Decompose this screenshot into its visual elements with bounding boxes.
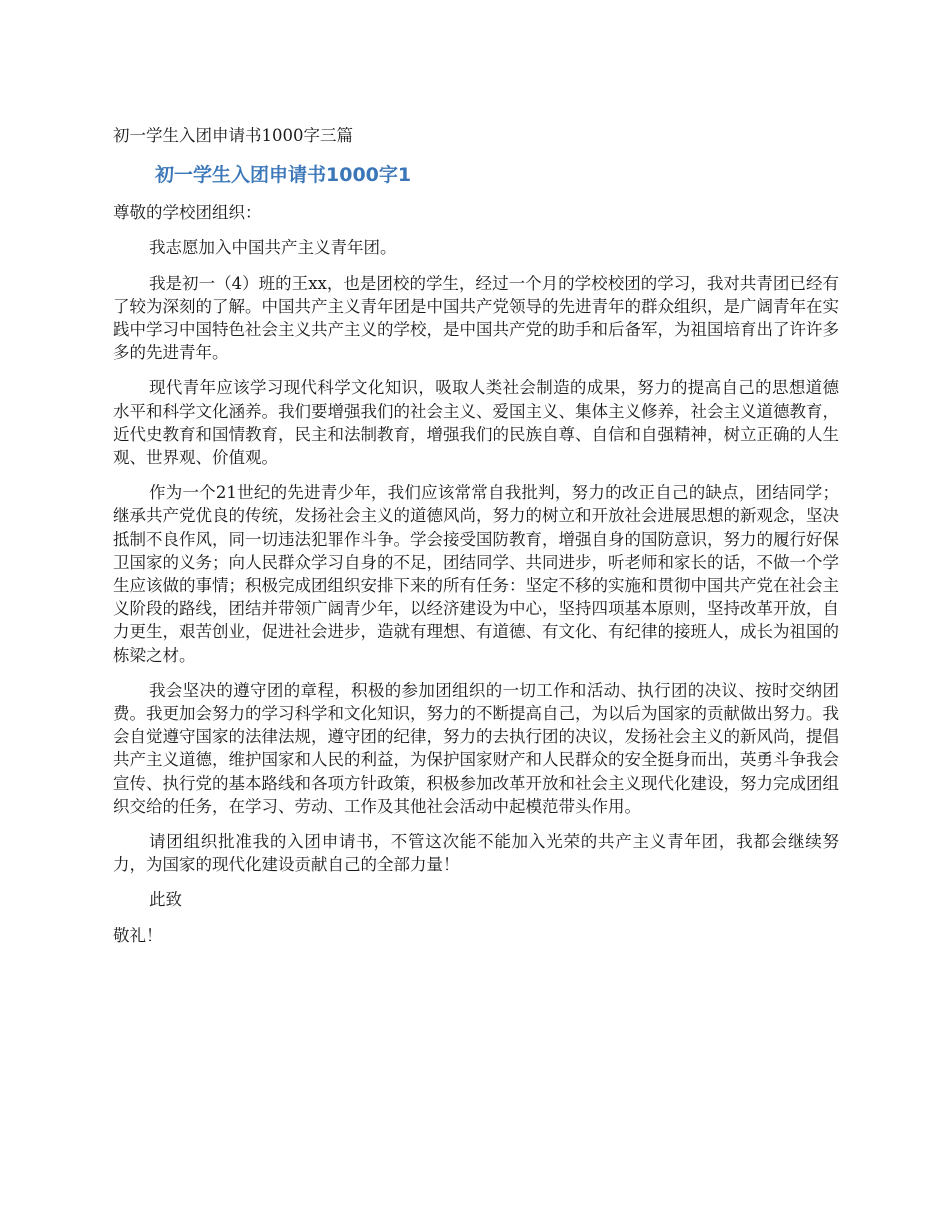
section-title: 初一学生入团申请书1000字1 [155,164,412,187]
body-paragraph: 我会坚决的遵守团的章程，积极的参加团组织的一切工作和活动、执行团的决议、按时交纳团费。我更加会努力的学习科学和文化知识，努力的不断提高自己，为以后为国家的贡献做出努力。我会自觉遵守国家的法律法规，遵守团的纪律，努力的去执行团的决议，发扬社会主义的新风尚，提倡共产主义道德，维护国家和人民的利益，为保护国家财产和人民群众的安全挺身而出，英勇斗争我会宣传、执行党的基本路线和各项方针政策，积极参加改革开放和社会主义现代化建设，努力完成团组织交给的任务，在学习、劳动、工作及其他社会活动中起模范带头作用。 [113,680,839,816]
body-paragraph: 我是初一（4）班的王xx，也是团校的学生，经过一个月的学校校团的学习，我对共青团已经有了较为深刻的了解。中国共产主义青年团是中国共产党领导的先进青年的群众组织，是广阔青年在实践中学习中国特色社会主义共产主义的学校，是中国共产党的助手和后备军，为祖国培育出了许许多多的先进青年。 [113,273,839,363]
body-paragraph: 请团组织批准我的入团申请书，不管这次能不能加入光荣的共产主义青年团，我都会继续努力，为国家的现代化建设贡献自己的全部力量！ [113,832,839,875]
salutation: 尊敬的学校团组织： [113,203,262,223]
closing-salute: 敬礼！ [113,925,163,945]
document-header: 初一学生入团申请书1000字三篇 [113,126,353,145]
closing-line: 此致 [149,890,182,910]
body-paragraph: 作为一个21世纪的先进青少年，我们应该常常自我批判，努力的改正自己的缺点，团结同学；继承共产党优良的传统，发扬社会主义的道德风尚，努力的树立和开放社会进展思想的新观念，坚决抵制不良作风，同一切违法犯罪作斗争。学会接受国防教育，增强自身的国防意识，努力的履行好保卫国家的义务；向人民群众学习自身的不足，团结同学、共同进步，听老师和家长的话，不做一个学生应该做的事情；积极完成团组织安排下来的所有任务：坚定不移的实施和贯彻中国共产党在社会主义阶段的路线，团结并带领广阔青少年，以经济建设为中心，坚持四项基本原则，坚持改革开放，自力更生，艰苦创业，促进社会进步，造就有理想、有道德、有文化、有纪律的接班人，成长为祖国的栋梁之材。 [113,483,839,665]
body-paragraph: 现代青年应该学习现代科学文化知识，吸取人类社会制造的成果，努力的提高自己的思想道德水平和科学文化涵养。我们要增强我们的社会主义、爱国主义、集体主义修养，社会主义道德教育，近代史教育和国情教育，民主和法制教育，增强我们的民族自尊、自信和自强精神，树立正确的人生观、世界观、价值观。 [113,378,839,468]
document-page [113,124,839,947]
body-paragraph: 我志愿加入中国共产主义青年团。 [149,238,397,258]
